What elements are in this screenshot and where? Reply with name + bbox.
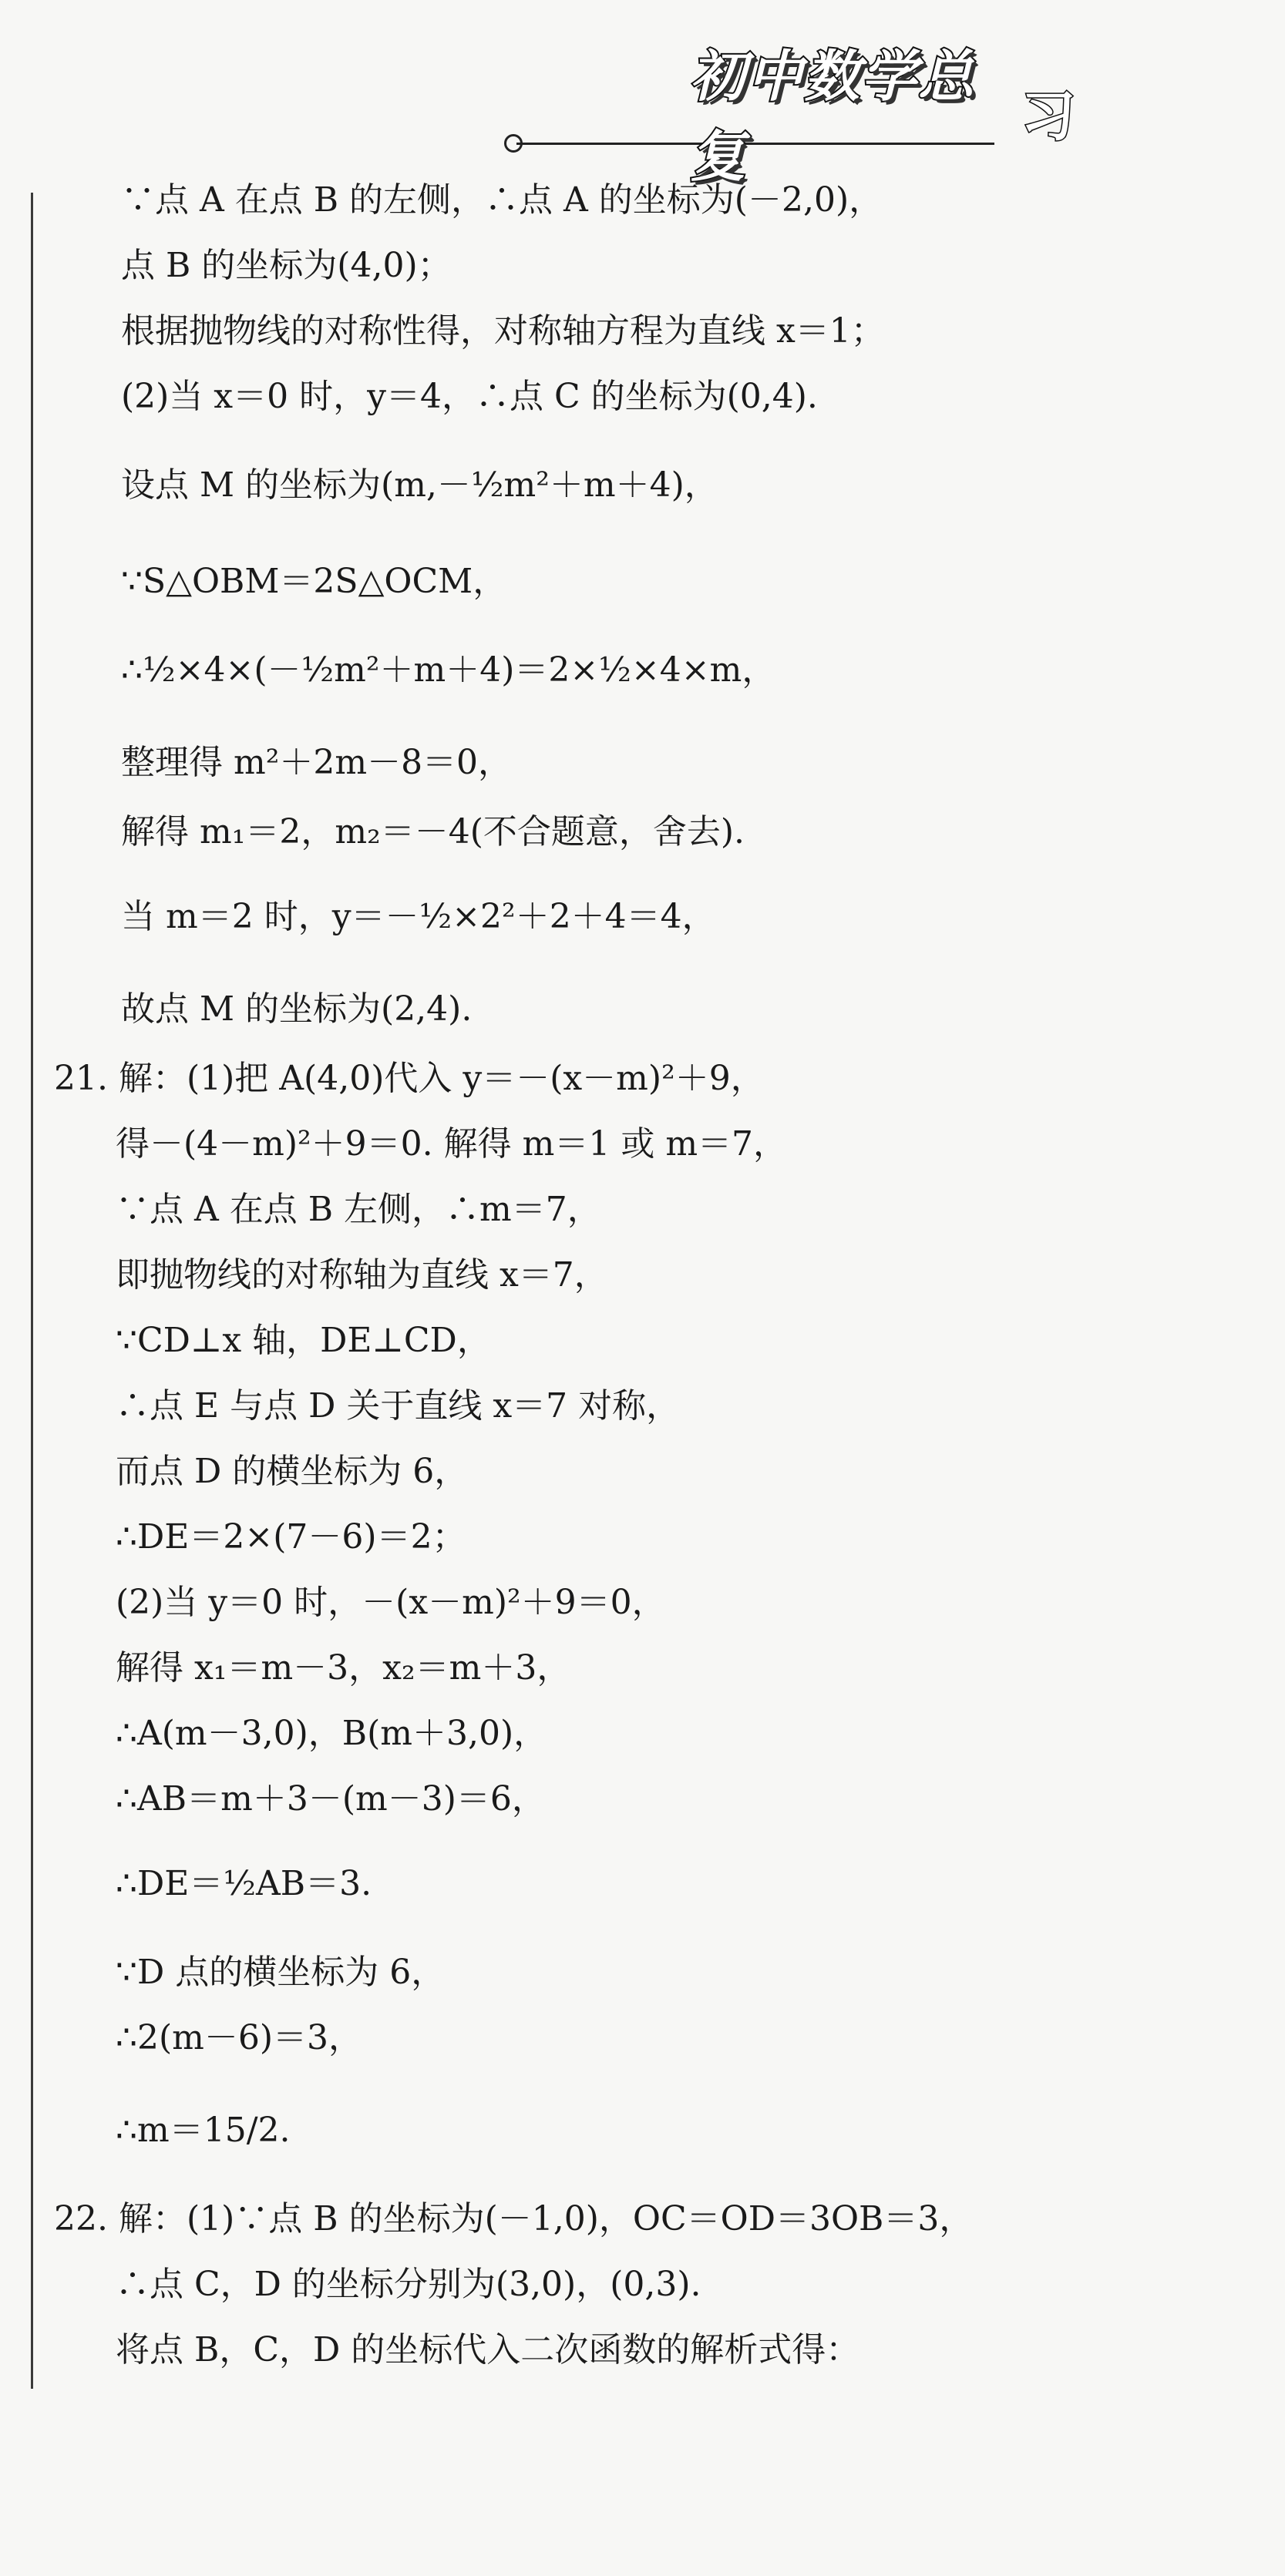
text-line: ∵S△OBM＝2S△OCM，	[121, 562, 507, 601]
problem-22-heading: 22. 解：(1)∵点 B 的坐标为(－1,0)，OC＝OD＝3OB＝3，	[54, 2199, 974, 2238]
text-line: (2)当 y＝0 时，－(x－m)²＋9＝0，	[116, 1583, 666, 1622]
text-line: 当 m＝2 时，y＝－½×2²＋2＋4＝4，	[121, 897, 716, 936]
text-line: ∵点 A 在点 B 左侧，∴m＝7，	[116, 1190, 601, 1229]
text-line: 整理得 m²＋2m－8＝0，	[121, 743, 513, 782]
text-line: 而点 D 的横坐标为 6，	[116, 1452, 469, 1491]
text-line: 解得 m₁＝2，m₂＝－4(不合题意，舍去).	[121, 812, 745, 851]
text-line: 点 B 的坐标为(4,0)；	[121, 246, 452, 285]
header-title-text: 初中数学总复	[690, 44, 976, 189]
text-line: ∴2(m－6)＝3，	[116, 2018, 363, 2057]
text-line: 设点 M 的坐标为(m,－½m²＋m＋4)，	[121, 465, 718, 505]
text-line: ∴m＝15/2.	[116, 2111, 291, 2150]
text-line: ∵D 点的横坐标为 6，	[116, 1953, 446, 1992]
text-line: ∵点 A 在点 B 的左侧，∴点 A 的坐标为(－2,0)，	[121, 180, 883, 220]
text-line: 故点 M 的坐标为(2,4).	[121, 989, 473, 1029]
text-line: 解得 x₁＝m－3，x₂＝m＋3，	[116, 1648, 571, 1688]
text-line: ∴DE＝½AB＝3.	[116, 1864, 372, 1903]
left-margin-rule	[31, 193, 33, 2389]
text-line: (2)当 x＝0 时，y＝4，∴点 C 的坐标为(0,4).	[121, 377, 818, 416]
text-line: ∴点 C，D 的坐标分别为(3,0)，(0,3).	[116, 2265, 701, 2304]
text-line: ∴AB＝m＋3－(m－3)＝6，	[116, 1779, 546, 1819]
header-title	[690, 44, 1075, 189]
text-line: ∴DE＝2×(7－6)＝2；	[116, 1517, 466, 1557]
text-line: ∴点 E 与点 D 关于直线 x＝7 对称，	[116, 1386, 681, 1426]
text-line: 将点 B，C，D 的坐标代入二次函数的解析式得：	[116, 2330, 860, 2369]
text-line: 得－(4－m)²＋9＝0. 解得 m＝1 或 m＝7，	[116, 1124, 788, 1164]
text-line: ∴½×4×(－½m²＋m＋4)＝2×½×4×m，	[121, 650, 776, 690]
text-line: 根据抛物线的对称性得，对称轴方程为直线 x＝1；	[121, 311, 885, 351]
header-arrow-icon: 习	[1021, 84, 1075, 148]
problem-21-heading: 21. 解：(1)把 A(4,0)代入 y＝－(x－m)²＋9，	[54, 1059, 765, 1098]
text-line: ∵CD⊥x 轴，DE⊥CD，	[116, 1321, 491, 1360]
text-line: ∴A(m－3,0)，B(m＋3,0)，	[116, 1714, 548, 1753]
text-line: 即抛物线的对称轴为直线 x＝7，	[116, 1255, 608, 1295]
